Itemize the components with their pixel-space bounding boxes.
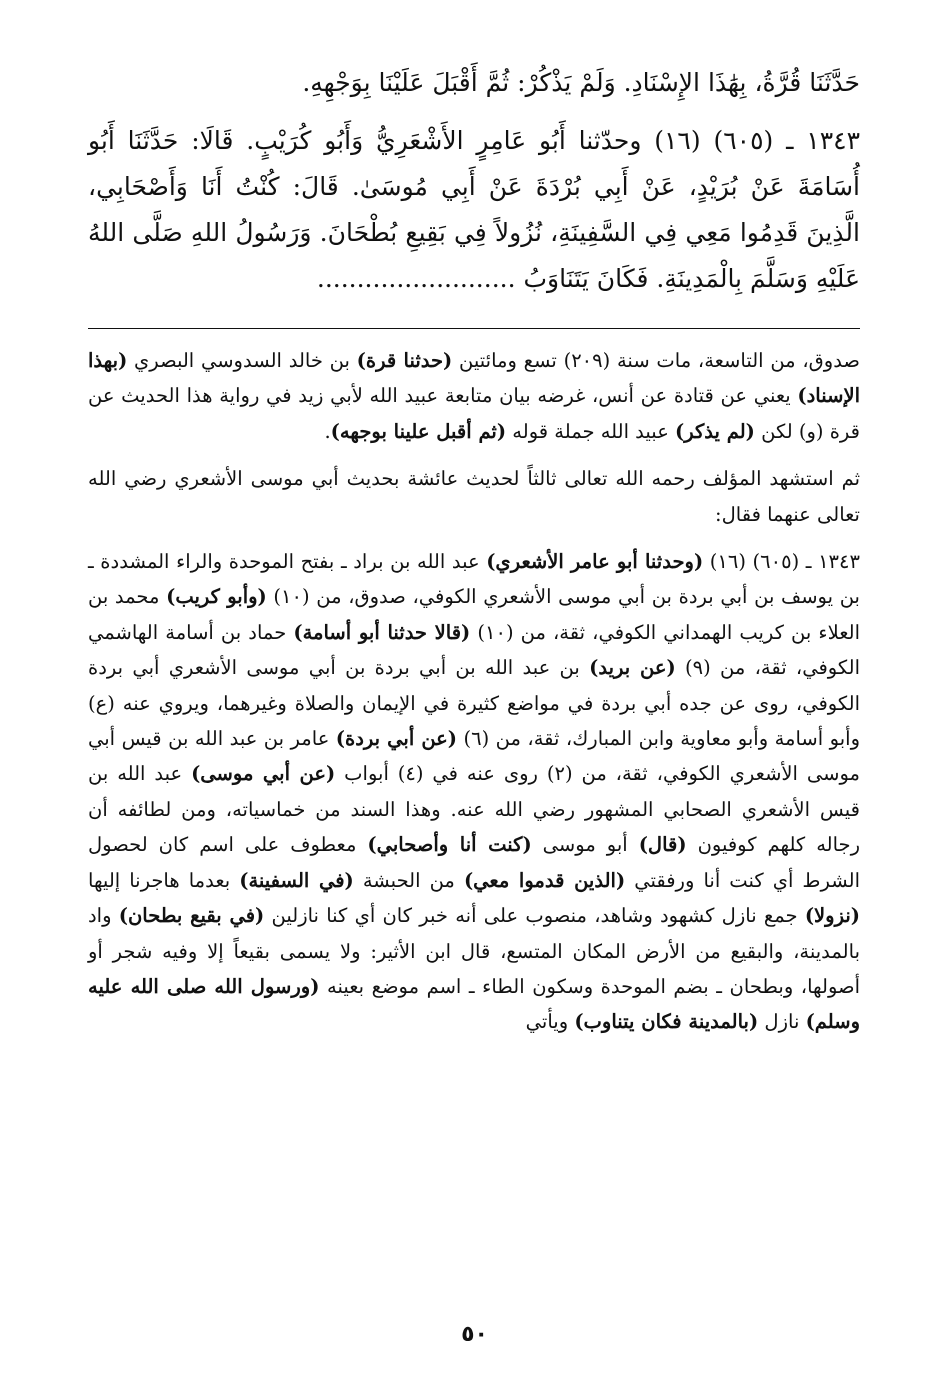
- comm-quote: (وأبو كريب): [166, 585, 267, 609]
- commentary-paragraph-1: [88, 343, 860, 449]
- comm-quote: (بالمدينة فكان يتناوب): [574, 1010, 759, 1034]
- commentary: [88, 343, 860, 1040]
- commentary-paragraph-2: ثم استشهد المؤلف رحمه الله تعالى ثالثاً لحديث عائشة بحديث أبي موسى الأشعري رضي الله تعالى عنهما فقال:: [88, 467, 860, 526]
- hadith-line-1: حَدَّثَنَا قُرَّةُ، بِهَٰذَا الإِسْنَادِ. وَلَمْ يَذْكُرْ: ثُمَّ أَقْبَلَ عَلَيْنَا بِوَجْهِهِ.: [302, 68, 860, 97]
- hadith-paragraph-text: ١٣٤٣ ـ (٦٠٥) (١٦) وحدّثنا أَبُو عَامِرٍ الأَشْعَرِيُّ وَأَبُو كُرَيْبٍ. قَالَا: حَدَّثَنَا أَبُو أُسَامَةَ عَنْ بُرَيْدٍ، عَنْ أَبِي بُرْدَةَ عَنْ أَبِي مُوسَىٰ. قَالَ: كُنْتُ أَنَا وَأَصْحَابِي، الَّذِينَ قَدِمُوا مَعِي فِي السَّفِينَةِ، نُزُولاً فِي بَقِيعِ بُطْحَانَ. وَرَسُولُ اللهِ صَلَّى اللهُ عَلَيْهِ وَسَلَّمَ بِالْمَدِينَةِ. فَكَانَ يَتَنَاوَبُ: [88, 126, 860, 293]
- comm-quote: (عن أبي موسى): [191, 762, 336, 786]
- footnote-divider: [88, 328, 860, 329]
- comm-quote: (حدثنا قرة): [356, 349, 453, 372]
- comm-quote: (بهذا الإسناد): [88, 349, 860, 408]
- page-number: ٥٠: [461, 1322, 488, 1347]
- comm-text: عبد الله بن قيس الأشعري الصحابي المشهور رضي الله عنه. وهذا السند من خماسياته، ومن لطائفه أن رجاله كلهم كوفيون: [88, 762, 861, 857]
- page-body: [88, 60, 860, 1040]
- comm-text: عامر بن عبد الله بن قيس أبي موسى الأشعري الكوفي، ثقة، من (٢) روى عنه في (٤) أبواب: [88, 727, 860, 786]
- comm-text: عبيد الله جملة قوله: [506, 419, 676, 443]
- comm-text: .: [324, 419, 331, 443]
- comm-quote: (عن بريد): [589, 656, 676, 680]
- hadith-paragraph-1343: [88, 118, 860, 302]
- comm-quote: (عن أبي بردة): [335, 727, 458, 751]
- hadith-text: [88, 60, 860, 302]
- commentary-paragraph-3: [88, 544, 860, 1040]
- comm-quote: (ثم أقبل علينا بوجهه): [330, 419, 507, 443]
- comm-text: ١٣٤٣ ـ (٦٠٥) (١٦): [703, 550, 860, 574]
- comm-quote: (قال): [638, 833, 687, 857]
- comm-quote: (الذين قدموا معي): [463, 868, 626, 892]
- comm-text: ويأتي: [525, 1010, 575, 1034]
- comm-text: بن عبد الله بن أبي بردة بن أبي موسى الأشعري أبي بردة الكوفي، روى عن جده أبي بردة في مواضع كثيرة في الإيمان والصلاة وغيرهما، ويروي عنه (ع) وأبو أسامة وأبو معاوية وابن المبارك، ثقة، من (٦): [88, 656, 860, 751]
- comm-text: محمد بن العلاء بن كريب الهمداني الكوفي، ثقة، من (١٠): [88, 585, 860, 644]
- comm-quote: (كنت أنا وأصحابي): [367, 833, 532, 857]
- comm-text: عبد الله بن براد ـ بفتح الموحدة والراء المشددة ـ بن يوسف بن أبي بردة بن أبي موسى الأشعري الكوفي، صدوق، من (١٠): [88, 550, 860, 609]
- comm-quote: (في السفينة): [239, 868, 354, 892]
- comm-text: جمع نازل كشهود وشاهد، منصوب على أنه خبر كان أي كنا نازلين: [264, 904, 805, 928]
- comm-text: واد بالمدينة، والبقيع من الأرض المكان المتسع، قال ابن الأثير: ولا يسمى بقيعاً إلا وفيه شجر أو أصولها، وبطحان ـ بضم الموحدة وسكون الطاء ـ اسم موضع بعينه: [88, 904, 861, 998]
- continuation-dots: .........................: [316, 264, 516, 293]
- comm-quote: (ورسول الله صلى الله عليه وسلم): [88, 974, 860, 1034]
- comm-text: بعدما هاجرنا إليها: [88, 868, 240, 892]
- comm-quote: (قالا حدثنا أبو أسامة): [293, 620, 471, 644]
- comm-text: نازل: [758, 1010, 806, 1034]
- comm-text: يعني عن قتادة عن أنس، غرضه بيان متابعة عبيد الله لأبي زيد في رواية هذا الحديث عن قرة (و) لكن: [88, 384, 860, 443]
- comm-text: أبو موسى: [531, 833, 639, 857]
- comm-text: حماد بن أسامة الهاشمي الكوفي، ثقة، من (٩): [88, 620, 860, 680]
- comm-quote: (نزولا): [804, 904, 860, 928]
- comm-quote: (وحدثنا أبو عامر الأشعري): [486, 550, 704, 574]
- comm-quote: (في بقيع بطحان): [118, 904, 265, 928]
- comm-quote: (لم يذكر): [675, 419, 755, 443]
- comm-text: بن خالد السدوسي البصري: [127, 349, 357, 372]
- comm-text: معطوف على اسم كان لحصول الشرط أي كنت أنا ورفقتي: [88, 833, 860, 892]
- comm-text: صدوق، من التاسعة، مات سنة (٢٠٩) تسع ومائتين: [452, 349, 860, 372]
- comm-text: من الحبشة: [353, 868, 464, 892]
